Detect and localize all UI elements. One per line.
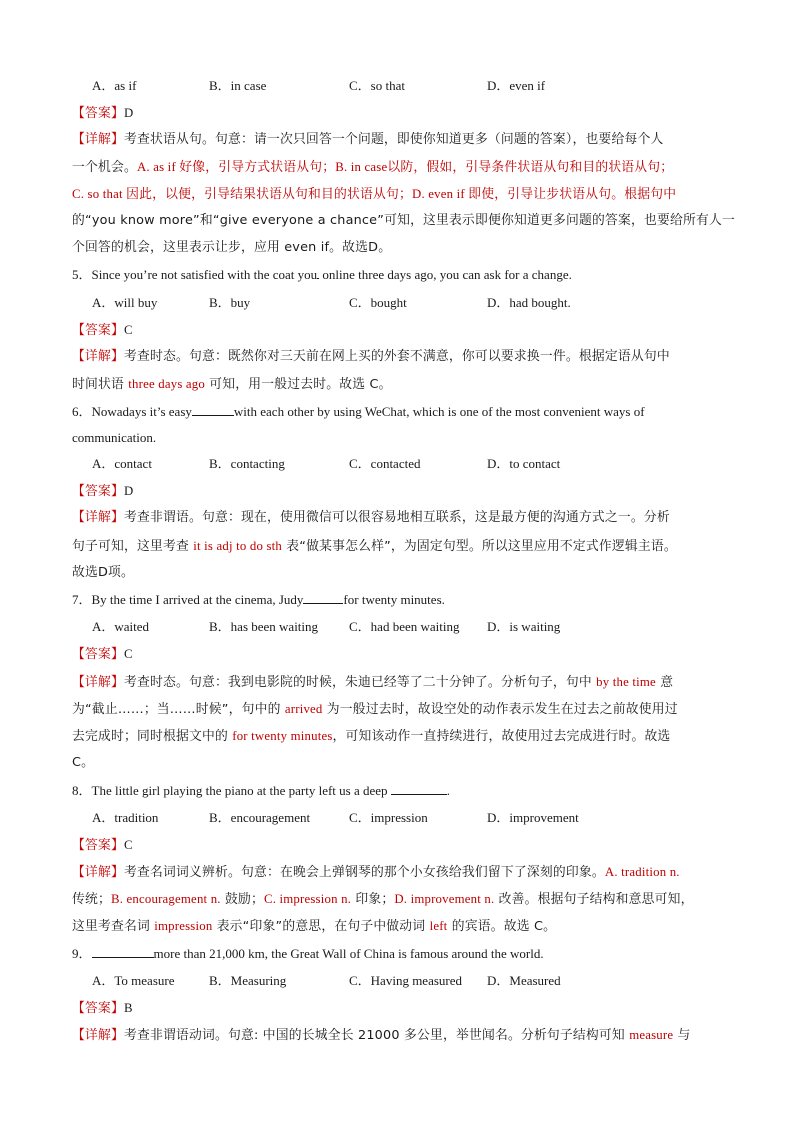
option-b: B．contacting bbox=[209, 456, 285, 471]
option-d: D．improvement bbox=[487, 810, 579, 825]
option-b: B．has been waiting bbox=[209, 619, 319, 634]
q8-answer: 【答案】C bbox=[72, 838, 133, 853]
q9-answer: 【答案】B bbox=[72, 1001, 133, 1016]
q7-answer: 【答案】C bbox=[72, 647, 133, 662]
option-a: A．will buy bbox=[92, 295, 158, 310]
option-c: C．Having measured bbox=[349, 973, 463, 988]
q7-stem: 7．By the time I arrived at the cinema, Judy for twenty minutes. bbox=[72, 592, 445, 607]
option-b: B．in case bbox=[209, 78, 267, 93]
option-b: B．Measuring bbox=[209, 973, 287, 988]
answer-blank bbox=[192, 402, 234, 416]
q8-stem: 8．The little girl playing the piano at the party left us a deep . bbox=[72, 783, 451, 798]
option-c: C．so that bbox=[349, 78, 405, 93]
q9-stem: 9． more than 21,000 km, the Great Wall of China is famous around the world. bbox=[72, 946, 544, 961]
q5-detail-line: 时间状语 three days ago 可知，用一般过去时。故选 C。 bbox=[72, 377, 392, 392]
answer-blank bbox=[391, 781, 447, 795]
q9-detail-line: 【详解】考查非谓语动词。句意: 中国的长城全长 21000 多公里，举世闻名。分析句子结构可知 measure 与 bbox=[72, 1028, 691, 1043]
q5-detail-line: 【详解】考查时态。句意：既然你对三天前在网上买的外套不满意，你可以要求换一件。根据定语从句中 bbox=[72, 349, 670, 364]
option-c: C．impression bbox=[349, 810, 428, 825]
option-a: A．To measure bbox=[92, 973, 175, 988]
q7-detail-line: 为“截止……；当……时候”，句中的 arrived 为一般过去时，故设空处的动作表示发生在过去之前故使用过 bbox=[72, 702, 678, 717]
option-a: A．contact bbox=[92, 456, 152, 471]
option-d: D．is waiting bbox=[487, 619, 561, 634]
option-b: B．buy bbox=[209, 295, 251, 310]
q8-detail-line: 传统；B. encouragement n. 鼓励；C. impression n. 印象；D. improvement n. 改善。根据句子结构和意思可知， bbox=[72, 892, 694, 907]
option-a: A．as if bbox=[92, 78, 137, 93]
option-c: C．bought bbox=[349, 295, 407, 310]
option-d: D．even if bbox=[487, 78, 546, 93]
q7-detail-line: 去完成时；同时根据文中的 for twenty minutes，可知该动作一直持续进行，故使用过去完成进行时。故选 bbox=[72, 729, 671, 744]
q6-detail-line: 故选D项。 bbox=[72, 565, 135, 580]
q7-detail-line: 【详解】考查时态。句意：我到电影院的时候，朱迪已经等了二十分钟了。分析句子，句中 by the time 意 bbox=[72, 675, 674, 690]
option-c: C．contacted bbox=[349, 456, 421, 471]
q6-stem-cont: communication. bbox=[72, 430, 157, 445]
answer-blank bbox=[92, 944, 154, 958]
q6-answer: 【答案】D bbox=[72, 484, 134, 499]
q5-answer: 【答案】C bbox=[72, 323, 133, 338]
q8-detail-line: 这里考查名词 impression 表示“印象”的意思，在句子中做动词 left 的宾语。故选 C。 bbox=[72, 919, 557, 934]
q4-detail-line: C. so that 因此，以便，引导结果状语从句和目的状语从句；D. even if 即使，引导让步状语从句。根据句中 bbox=[72, 187, 677, 201]
q4-answer: 【答案】D bbox=[72, 106, 134, 121]
q4-detail-line: 个回答的机会，这里表示让步，应用 even if。故选D。 bbox=[72, 240, 392, 255]
q4-detail-line: 的“you know more”和“give everyone a chance”可知，这里表示即便你知道更多问题的答案，也要给所有人一 bbox=[72, 213, 735, 228]
q5-stem: 5．Since you’re not satisfied with the coat you online three days ago, you can ask for a change. bbox=[72, 267, 572, 282]
answer-blank bbox=[303, 590, 343, 604]
option-d: D．Measured bbox=[487, 973, 561, 988]
q4-detail-line: 一个机会。A. as if 好像，引导方式状语从句；B. in case以防，假如，引导条件状语从句和目的状语从句； bbox=[72, 160, 674, 175]
option-c: C．had been waiting bbox=[349, 619, 460, 634]
option-b: B．encouragement bbox=[209, 810, 311, 825]
option-a: A．tradition bbox=[92, 810, 159, 825]
option-d: D．to contact bbox=[487, 456, 561, 471]
q6-detail-line: 句子可知，这里考查 it is adj to do sth 表“做某事怎么样”，为固定句型。所以这里应用不定式作逻辑主语。 bbox=[72, 539, 677, 554]
q7-detail-line: C。 bbox=[72, 755, 95, 770]
q4-detail-line: 【详解】考查状语从句。句意：请一次只回答一个问题，即使你知道更多（问题的答案），也要给每个人 bbox=[72, 132, 664, 147]
q8-detail-line: 【详解】考查名词词义辨析。句意：在晚会上弹钢琴的那个小女孩给我们留下了深刻的印象。A. tradition n. bbox=[72, 865, 680, 880]
option-a: A．waited bbox=[92, 619, 150, 634]
q6-detail-line: 【详解】考查非谓语。句意：现在，使用微信可以很容易地相互联系，这是最方便的沟通方式之一。分析 bbox=[72, 510, 670, 525]
option-d: D．had bought. bbox=[487, 295, 571, 310]
q6-stem: 6．Nowadays it’s easy with each other by using WeChat, which is one of the most convenient ways of bbox=[72, 404, 645, 419]
